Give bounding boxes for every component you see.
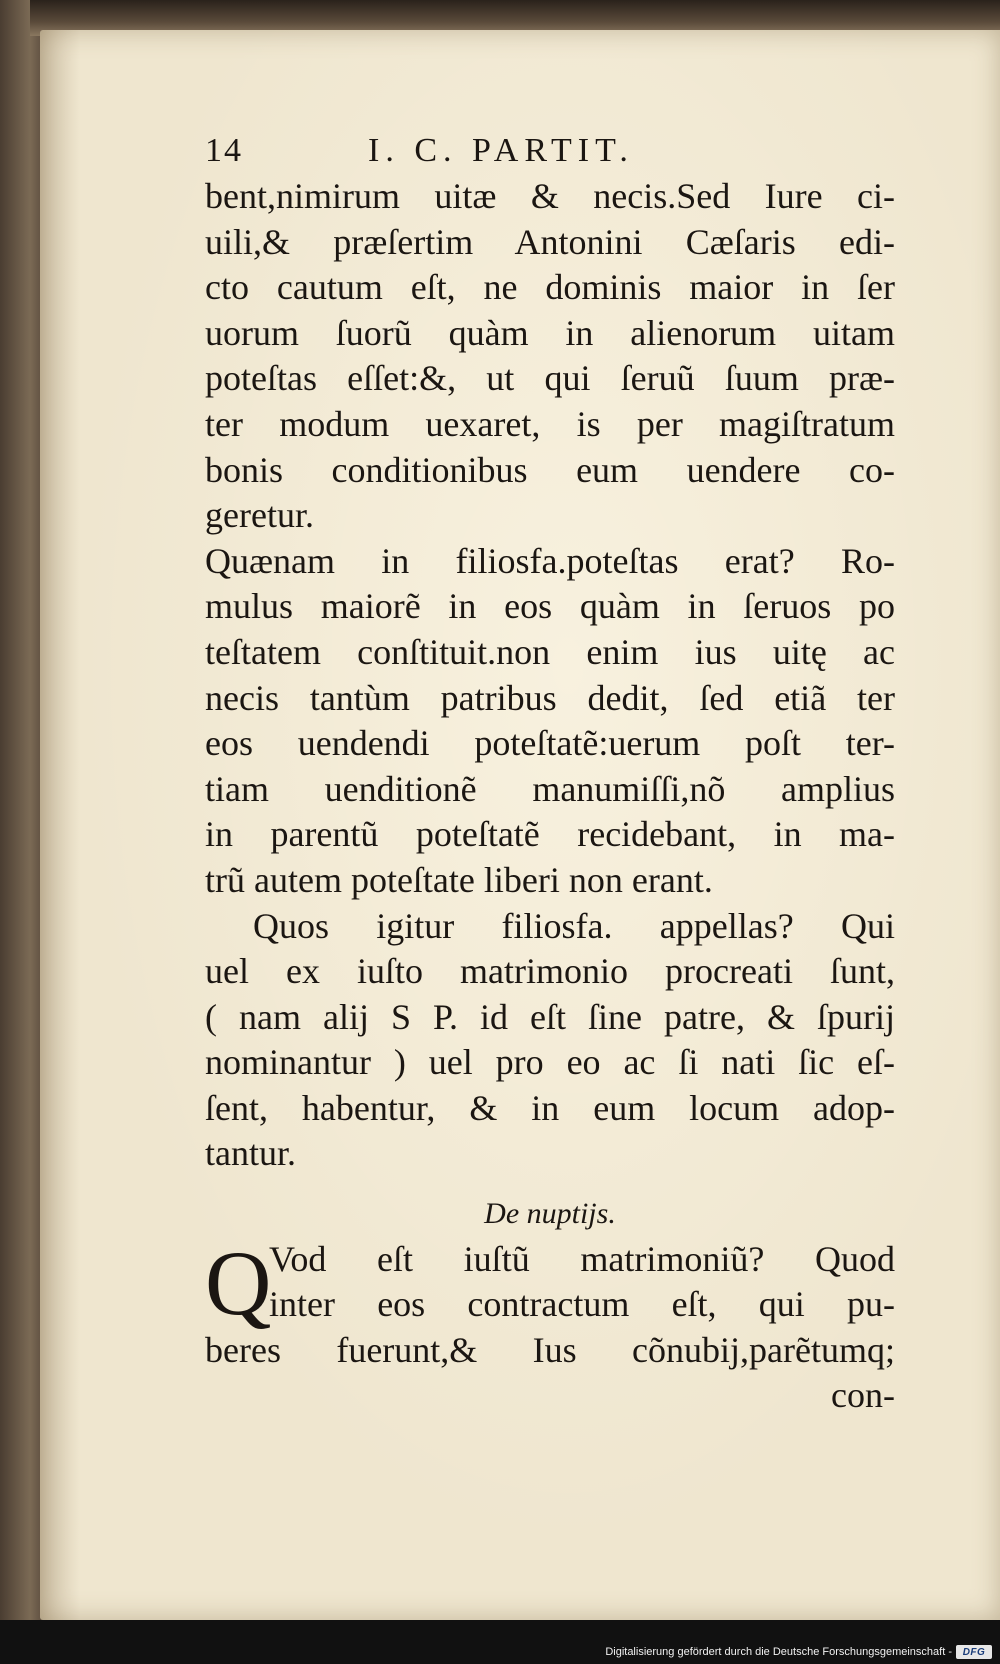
text-line: inter eos contractum eſt, qui pu- (269, 1284, 895, 1325)
text-line: Quos igitur filiosfa. appellas? Qui (253, 905, 895, 946)
paragraph-1 (205, 174, 895, 539)
text-line: tiam uenditionẽ manumiſſi,nõ amplius (205, 768, 895, 809)
text-line: uel ex iuſto matrimonio procreati ſunt, (205, 951, 895, 992)
text-line: eos uendendi poteſtatẽ:uerum poſt ter- (205, 723, 895, 764)
paragraph-4 (205, 1231, 895, 1374)
text-line: necis tantùm patribus dedit, ſed etiã ter (205, 677, 895, 718)
text-line: nominantur ) uel pro eo ac ſi nati ſic eſ- (205, 1042, 895, 1083)
text-line: ſent, habentur, & in eum locum adop- (205, 1087, 895, 1128)
text-line: bent,nimirum uitæ & necis.Sed Iure ci- (205, 176, 895, 216)
paragraph-3 (205, 904, 895, 1178)
catchword: con- (831, 1375, 895, 1416)
text-line: trũ autem poteſtate liberi non erant. (205, 859, 713, 900)
digitization-credit: Digitalisierung gefördert durch die Deutsche Forschungsgemeinschaft - (605, 1646, 952, 1658)
text-line: in parentũ poteſtatẽ recidebant, in ma- (205, 814, 895, 855)
text-line: teſtatem conſtituit.non enim ius uitę ac (205, 631, 895, 672)
running-title: I. C. PARTIT. (368, 132, 634, 169)
dfg-logo: DFG (956, 1645, 992, 1659)
footer-band (0, 1620, 1000, 1664)
text-line: mulus maiorẽ in eos quàm in ſeruos po (205, 586, 895, 627)
text-line: ter modum uexaret, is per magiſtratum (205, 403, 895, 444)
text-line: Quænam in filiosfa.poteſtas erat? Ro- (205, 540, 895, 581)
text-line: uili,& præſertim Antonini Cæſaris edi- (205, 221, 895, 262)
text-line: beres fuerunt,& Ius cõnubij,parẽtumq; (205, 1329, 895, 1370)
section-heading: De nuptijs. (484, 1197, 616, 1231)
text-line: tantur. (205, 1133, 296, 1174)
text-line: ( nam alij S P. id eſt ſine patre, & ſpurij (205, 996, 895, 1037)
text-line: geretur. (205, 495, 314, 536)
text-line: bonis conditionibus eum uendere co- (205, 449, 895, 490)
text-line: Vod eſt iuſtũ matrimoniũ? Quod (269, 1238, 895, 1279)
running-head (205, 128, 895, 174)
paragraph-2 (205, 539, 895, 904)
page-number: 14 (205, 132, 243, 169)
text-line: poteſtas eſſet:&, ut qui ſeruũ ſuum præ- (205, 358, 895, 399)
text-line: cto cautum eſt, ne dominis maior in ſer (205, 267, 895, 308)
text-line: uorum ſuorũ quàm in alienorum uitam (205, 312, 895, 353)
page-text (205, 128, 895, 1419)
drop-cap: Q (205, 1231, 272, 1334)
